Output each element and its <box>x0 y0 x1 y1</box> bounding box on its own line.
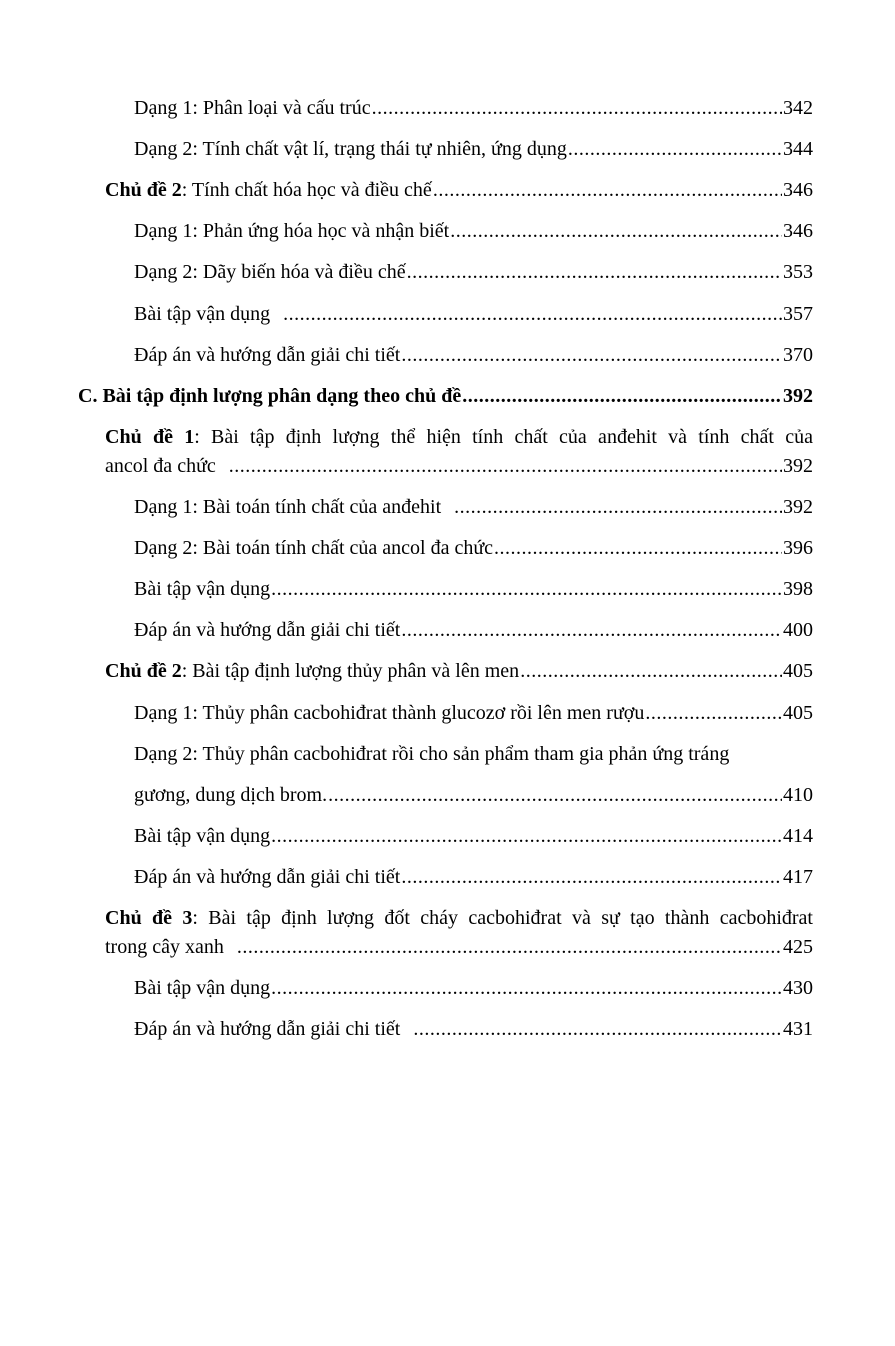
dot-leader <box>229 453 782 479</box>
toc-entry[interactable]: Dạng 1: Phản ứng hóa học và nhận biết ..... 346 <box>134 218 813 244</box>
toc-entry-line1[interactable]: Chủ đề 1: Bài tập định lượng thể hiện tính chất của anđehit và tính chất của <box>105 426 813 448</box>
dot-leader <box>237 934 782 960</box>
toc-entry-line2[interactable]: gương, dung dịch brom. ..... 410 <box>134 782 813 808</box>
dot-leader <box>271 823 782 849</box>
dot-leader <box>372 95 782 121</box>
toc-entry[interactable]: Dạng 2: Bài toán tính chất của ancol đa chức ..... 396 <box>134 535 813 561</box>
dot-leader <box>407 259 782 285</box>
toc-entry[interactable]: Dạng 1: Phân loại và cấu trúc ..... 342 <box>134 95 813 121</box>
dot-leader <box>271 576 782 602</box>
toc-entry-line1[interactable]: Dạng 2: Thủy phân cacbohiđrat rồi cho sản phẩm tham gia phản ứng tráng <box>134 743 730 765</box>
toc-entry[interactable]: Bài tập vận dụng ..... 357 <box>134 301 813 327</box>
dot-leader <box>271 975 782 1001</box>
toc-entry[interactable]: Bài tập vận dụng ..... 414 <box>134 823 813 849</box>
dot-leader <box>433 177 782 203</box>
dot-leader <box>328 782 782 808</box>
dot-leader <box>450 218 782 244</box>
dot-leader <box>568 136 782 162</box>
toc-entry-line2[interactable]: trong cây xanh ..... 425 <box>105 934 813 960</box>
toc-entry-line1[interactable]: Chủ đề 3: Bài tập định lượng đốt cháy cacbohiđrat và sự tạo thành cacbohiđrat <box>105 907 813 929</box>
toc-entry[interactable]: Đáp án và hướng dẫn giải chi tiết ..... 370 <box>134 342 813 368</box>
dot-leader <box>454 494 782 520</box>
toc-entry[interactable]: Chủ đề 2 : Bài tập định lượng thủy phân và lên men ..... 405 <box>105 658 813 684</box>
dot-leader <box>401 342 782 368</box>
dot-leader <box>401 617 782 643</box>
dot-leader <box>401 864 782 890</box>
toc-entry[interactable]: Dạng 1: Thủy phân cacbohiđrat thành glucozơ rồi lên men rượu ..... 405 <box>134 700 813 726</box>
dot-leader <box>494 535 782 561</box>
toc-entry[interactable]: Bài tập vận dụng ..... 398 <box>134 576 813 602</box>
toc-entry[interactable]: Dạng 2: Tính chất vật lí, trạng thái tự nhiên, ứng dụng ..... 344 <box>134 136 813 162</box>
toc-entry[interactable]: Dạng 1: Bài toán tính chất của anđehit ..... 392 <box>134 494 813 520</box>
dot-leader <box>462 383 782 409</box>
dot-leader <box>283 301 782 327</box>
toc-entry[interactable]: Chủ đề 2 : Tính chất hóa học và điều chế ..... 346 <box>105 177 813 203</box>
dot-leader <box>413 1016 782 1042</box>
toc-entry[interactable]: Đáp án và hướng dẫn giải chi tiết ..... 431 <box>134 1016 813 1042</box>
toc-entry[interactable]: Đáp án và hướng dẫn giải chi tiết ..... 400 <box>134 617 813 643</box>
toc-section-heading[interactable]: C. Bài tập định lượng phân dạng theo chủ đề ..... 392 <box>78 383 813 409</box>
toc-entry[interactable]: Dạng 2: Dãy biến hóa và điều chế ..... 353 <box>134 259 813 285</box>
toc-entry-line2[interactable]: ancol đa chức ..... 392 <box>105 453 813 479</box>
dot-leader <box>645 700 782 726</box>
toc-entry[interactable]: Đáp án và hướng dẫn giải chi tiết ..... 417 <box>134 864 813 890</box>
dot-leader <box>520 658 782 684</box>
toc-entry[interactable]: Bài tập vận dụng ..... 430 <box>134 975 813 1001</box>
